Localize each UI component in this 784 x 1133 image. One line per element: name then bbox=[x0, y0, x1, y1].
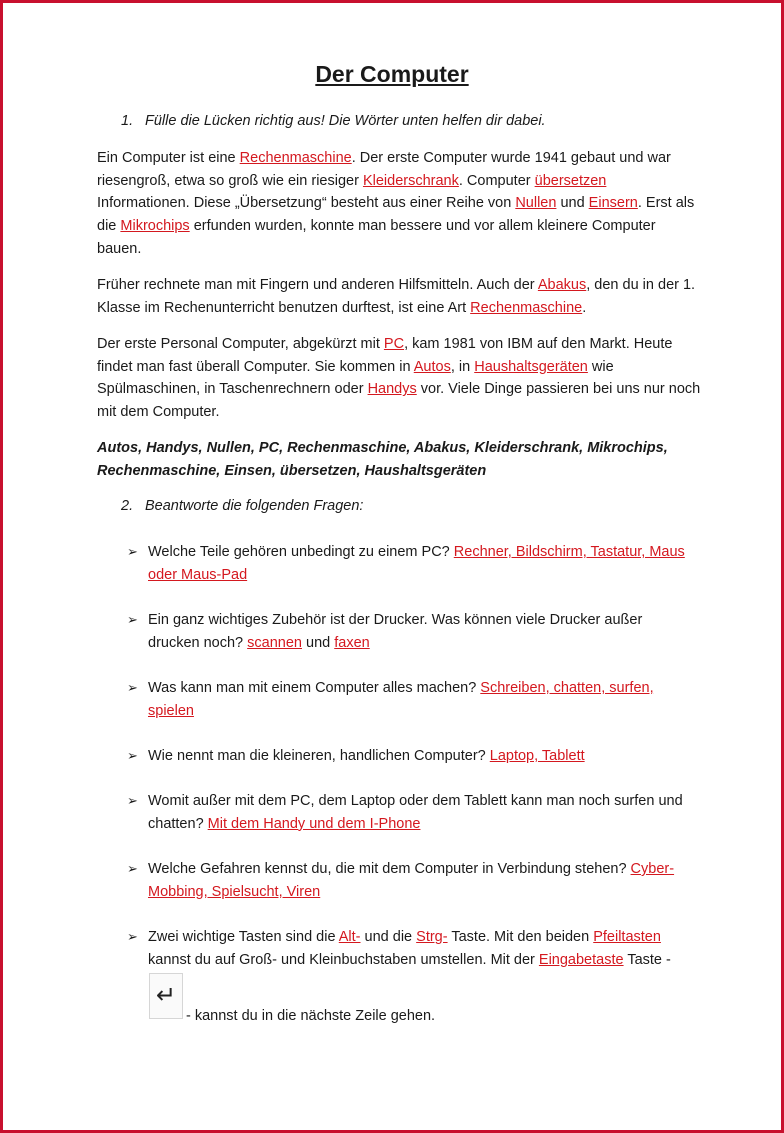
answer-abakus: Abakus bbox=[537, 277, 587, 293]
answer: scannen bbox=[247, 634, 302, 651]
answer: Laptop, Tablett bbox=[489, 748, 585, 764]
answer-strg: Strg- bbox=[416, 929, 448, 945]
arrow-bullet-icon: ➢ bbox=[127, 929, 138, 944]
answer-rechenmaschine: Rechenmaschine bbox=[239, 150, 352, 166]
question-2 bbox=[127, 609, 697, 654]
text: Informationen. Diese „Übersetzung“ besteht aus einer Reihe von bbox=[97, 195, 516, 212]
question-7 bbox=[127, 926, 697, 971]
word-bank: Autos, Handys, Nullen, PC, Rechenmaschine, Abakus, Kleiderschrank, Mikrochips, Rechenmaschine, Einsen, übersetzen, Haushaltsgeräten bbox=[97, 440, 668, 479]
text: Wie nennt man die kleineren, handlichen Computer? bbox=[148, 748, 490, 764]
text: Ein Computer ist eine bbox=[97, 150, 240, 166]
answer-haushaltsgeraeten: Haushaltsgeräten bbox=[474, 358, 588, 375]
answer-pfeiltasten: Pfeiltasten bbox=[593, 929, 661, 945]
task-2-text: Beantworte die folgenden Fragen: bbox=[145, 498, 364, 514]
text: vor. Viele Dinge passieren bei uns nur noch mit dem Computer. bbox=[97, 381, 701, 421]
text: wie Spülmaschinen, in Taschenrechnern oder bbox=[97, 358, 614, 398]
question-5 bbox=[127, 790, 697, 835]
arrow-bullet-icon: ➢ bbox=[127, 680, 138, 695]
paragraph-1 bbox=[97, 147, 701, 261]
arrow-bullet-icon: ➢ bbox=[127, 544, 138, 559]
answer-nullen: Nullen bbox=[515, 195, 557, 212]
answer-uebersetzen: übersetzen bbox=[534, 172, 607, 189]
text: , kam 1981 von IBM auf den Markt. Heute findet man fast überall Computer. Sie kommen in bbox=[97, 336, 673, 375]
answer-kleiderschrank: Kleiderschrank bbox=[362, 172, 459, 189]
answer-mikrochips: Mikrochips bbox=[120, 218, 190, 235]
text: . Erst als die bbox=[97, 195, 695, 235]
question-text bbox=[148, 609, 697, 654]
page-title: Der Computer bbox=[315, 61, 469, 87]
question-text bbox=[148, 541, 697, 586]
text: Was kann man mit einem Computer alles machen? bbox=[148, 680, 481, 696]
arrow-bullet-icon: ➢ bbox=[127, 861, 138, 876]
task-2-instruction bbox=[121, 498, 363, 514]
answer-einsern: Einsern bbox=[588, 195, 638, 212]
answer-pc: PC bbox=[383, 336, 405, 352]
text: Welche Teile gehören unbedingt zu einem PC? bbox=[148, 544, 454, 560]
answer-autos: Autos bbox=[413, 358, 451, 375]
answer-eingabetaste: Eingabetaste bbox=[538, 951, 624, 968]
question-text bbox=[148, 745, 697, 768]
answer: Mit dem Handy und dem I-Phone bbox=[207, 815, 421, 832]
text: kannst du auf Groß- und Kleinbuchstaben umstellen. Mit der bbox=[148, 951, 539, 968]
task-2-number: 2. bbox=[121, 498, 134, 514]
question-3 bbox=[127, 677, 697, 722]
question-text bbox=[148, 926, 697, 971]
answer-handys: Handys bbox=[367, 381, 417, 398]
question-text bbox=[148, 677, 697, 722]
text: Zwei wichtige Tasten sind die bbox=[148, 929, 339, 945]
arrow-bullet-icon: ➢ bbox=[127, 748, 138, 763]
task-1-number: 1. bbox=[121, 113, 134, 129]
text: . bbox=[582, 299, 587, 316]
text: , den du in der 1. Klasse im Rechenunterricht benutzen durftest, ist eine Art bbox=[97, 277, 696, 316]
text: und bbox=[301, 634, 335, 651]
text: Taste. Mit den beiden bbox=[447, 929, 594, 945]
text: , in bbox=[450, 358, 475, 375]
question-4 bbox=[127, 745, 697, 768]
arrow-bullet-icon: ➢ bbox=[127, 612, 138, 627]
answer-alt: Alt- bbox=[338, 929, 361, 945]
text: . Computer bbox=[458, 172, 535, 189]
answer-rechenmaschine: Rechenmaschine bbox=[470, 299, 583, 316]
paragraph-2 bbox=[97, 274, 701, 319]
text: Früher rechnete man mit Fingern und anderen Hilfsmitteln. Auch der bbox=[97, 277, 538, 293]
text: Welche Gefahren kennst du, die mit dem Computer in Verbindung stehen? bbox=[148, 861, 631, 877]
enter-key-icon: ↵ bbox=[149, 973, 183, 1019]
text: . Der erste Computer wurde 1941 gebaut und war riesengroß, etwa so groß wie ein riesiger bbox=[97, 150, 671, 189]
text: erfunden wurden, konnte man bessere und vor allem kleinere Computer bauen. bbox=[97, 218, 656, 257]
question-text bbox=[148, 790, 697, 835]
task-1-instruction bbox=[121, 113, 546, 129]
answer: faxen bbox=[334, 634, 370, 651]
text: und bbox=[556, 195, 589, 212]
question-7-continuation: - kannst du in die nächste Zeile gehen. bbox=[186, 1008, 436, 1024]
text: Ein ganz wichtiges Zubehör ist der Drucker. Was können viele Drucker außer drucken noch? bbox=[148, 612, 643, 651]
text: und die bbox=[360, 929, 417, 945]
answer: Rechner, Bildschirm, Tastatur, Maus oder Maus-Pad bbox=[148, 544, 685, 583]
answer: Cyber-Mobbing, Spielsucht, Viren bbox=[148, 861, 675, 900]
answer: Schreiben, chatten, surfen, spielen bbox=[148, 680, 654, 719]
question-text bbox=[148, 858, 697, 903]
arrow-bullet-icon: ➢ bbox=[127, 793, 138, 808]
text: Taste - bbox=[623, 951, 671, 968]
question-6 bbox=[127, 858, 697, 903]
question-1 bbox=[127, 541, 697, 586]
text: Der erste Personal Computer, abgekürzt mit bbox=[97, 336, 384, 352]
paragraph-3 bbox=[97, 333, 701, 424]
task-1-text: Fülle die Lücken richtig aus! Die Wörter unten helfen dir dabei. bbox=[145, 113, 546, 129]
text: Womit außer mit dem PC, dem Laptop oder dem Tablett kann man noch surfen und chatten? bbox=[148, 793, 683, 832]
